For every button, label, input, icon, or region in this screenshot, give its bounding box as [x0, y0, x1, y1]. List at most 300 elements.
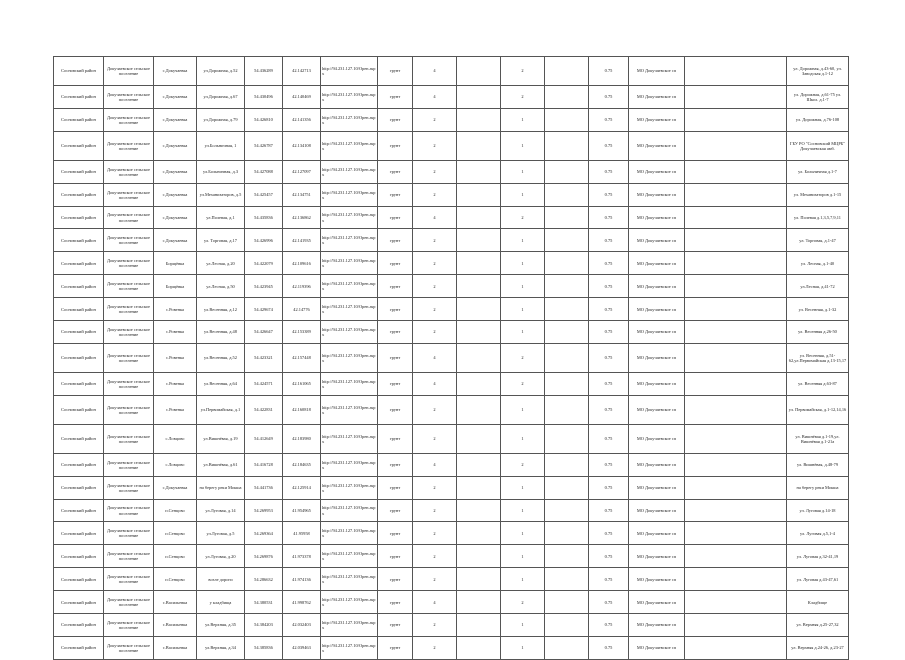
cell-locality: с.Ровенка: [154, 321, 197, 344]
table-row: [54, 499, 849, 522]
cell-surface-type: грунт: [378, 568, 413, 591]
table-row: [54, 545, 849, 568]
cell-owner: МО Докучаевское сп: [629, 522, 685, 545]
cell-address: ул.Верхняя, д.34: [197, 636, 245, 659]
cell-col-12: [545, 545, 589, 568]
cell-surface-type: грунт: [378, 206, 413, 229]
cell-map-link[interactable]: http://94.231.127.10/Open.aspx: [321, 636, 378, 659]
cell-area: 4: [413, 86, 457, 109]
cell-containers: 1: [501, 160, 545, 183]
cell-surface-type: грунт: [378, 229, 413, 252]
cell-surface-type: грунт: [378, 298, 413, 321]
cell-area: 4: [413, 591, 457, 614]
cell-settlement: Докучаевское сельское поселение: [104, 183, 154, 206]
cell-col-10: [457, 131, 501, 160]
cell-district: Сосновский район: [54, 395, 104, 424]
cell-owner: МО Докучаевское сп: [629, 424, 685, 453]
cell-longitude: 42.134108: [283, 131, 321, 160]
cell-col-15: [685, 298, 787, 321]
table-row: [54, 321, 849, 344]
cell-surface-type: грунт: [378, 131, 413, 160]
cell-locality: Борщёвка: [154, 252, 197, 275]
cell-latitude: 54.426787: [245, 131, 283, 160]
cell-col-10: [457, 424, 501, 453]
cell-volume: 0.75: [589, 636, 629, 659]
cell-volume: 0.75: [589, 275, 629, 298]
cell-owner: МО Докучаевское сп: [629, 636, 685, 659]
cell-longitude: 42.14776: [283, 298, 321, 321]
cell-district: Сосновский район: [54, 298, 104, 321]
cell-col-12: [545, 321, 589, 344]
table-row: [54, 252, 849, 275]
cell-latitude: 54.425457: [245, 183, 283, 206]
cell-area: 4: [413, 453, 457, 476]
cell-owner: МО Докучаевское сп: [629, 453, 685, 476]
cell-settlement: Докучаевское сельское поселение: [104, 229, 154, 252]
cell-district: Сосновский район: [54, 183, 104, 206]
cell-locality: с.Ровенка: [154, 298, 197, 321]
cell-address: ул.Лесная, д.50: [197, 275, 245, 298]
cell-col-10: [457, 206, 501, 229]
cell-surface-type: грунт: [378, 476, 413, 499]
cell-area: 4: [413, 372, 457, 395]
cell-latitude: 54.416728: [245, 453, 283, 476]
cell-settlement: Докучаевское сельское поселение: [104, 568, 154, 591]
cell-locality: п.Сенцово: [154, 522, 197, 545]
cell-col-10: [457, 614, 501, 637]
cell-col-12: [545, 522, 589, 545]
cell-col-15: [685, 160, 787, 183]
cell-map-link[interactable]: http://94.231.127.10/Open.aspx: [321, 108, 378, 131]
cell-surface-type: грунт: [378, 252, 413, 275]
cell-volume: 0.75: [589, 568, 629, 591]
cell-containers: 2: [501, 343, 545, 372]
cell-district: Сосновский район: [54, 108, 104, 131]
cell-longitude: 42.125914: [283, 476, 321, 499]
cell-locality: Борщёвка: [154, 275, 197, 298]
cell-surface-type: грунт: [378, 614, 413, 637]
table-row: [54, 522, 849, 545]
cell-settlement: Докучаевское сельское поселение: [104, 160, 154, 183]
cell-containers: 1: [501, 499, 545, 522]
table-row: [54, 298, 849, 321]
cell-surface-type: грунт: [378, 183, 413, 206]
cell-col-15: [685, 372, 787, 395]
cell-volume: 0.75: [589, 86, 629, 109]
cell-latitude: 54.426810: [245, 108, 283, 131]
cell-address: ул.Дорожная, д.67: [197, 86, 245, 109]
cell-col-12: [545, 183, 589, 206]
cell-col-12: [545, 160, 589, 183]
cell-col-12: [545, 568, 589, 591]
cell-col-12: [545, 591, 589, 614]
cell-volume: 0.75: [589, 57, 629, 86]
cell-owner: МО Докучаевское сп: [629, 568, 685, 591]
cell-latitude: 54.427088: [245, 160, 283, 183]
cell-served-objects: ул. Луговая д.32-41,19: [787, 545, 849, 568]
cell-volume: 0.75: [589, 424, 629, 453]
table-row: [54, 275, 849, 298]
cell-area: 2: [413, 298, 457, 321]
cell-locality: с.Ровенка: [154, 372, 197, 395]
cell-longitude: 42.032403: [283, 614, 321, 637]
cell-settlement: Докучаевское сельское поселение: [104, 372, 154, 395]
cell-col-12: [545, 206, 589, 229]
cell-surface-type: грунт: [378, 160, 413, 183]
cell-containers: 1: [501, 131, 545, 160]
cell-col-10: [457, 372, 501, 395]
cell-containers: 1: [501, 252, 545, 275]
cell-locality: с.Докучаевка: [154, 229, 197, 252]
cell-col-10: [457, 395, 501, 424]
cell-map-link[interactable]: http://94.231.127.10/Open.aspx: [321, 275, 378, 298]
cell-longitude: 42.134751: [283, 183, 321, 206]
table-row: [54, 395, 849, 424]
cell-col-15: [685, 108, 787, 131]
cell-district: Сосновский район: [54, 568, 104, 591]
cell-col-15: [685, 476, 787, 499]
cell-district: Сосновский район: [54, 131, 104, 160]
cell-district: Сосновский район: [54, 229, 104, 252]
cell-volume: 0.75: [589, 183, 629, 206]
cell-district: Сосновский район: [54, 522, 104, 545]
cell-volume: 0.75: [589, 160, 629, 183]
cell-locality: с.Васильевка: [154, 636, 197, 659]
cell-surface-type: грунт: [378, 522, 413, 545]
cell-latitude: 54.423945: [245, 275, 283, 298]
cell-address: ул.Больничная, 1: [197, 131, 245, 160]
cell-col-12: [545, 275, 589, 298]
cell-served-objects: ул. Весенняя, д.51-62,ул.Первомайская д.13-15,17: [787, 343, 849, 372]
cell-longitude: 41.973378: [283, 545, 321, 568]
registry-table: [53, 56, 849, 660]
cell-served-objects: ул. Лесная, д.1-40: [787, 252, 849, 275]
cell-longitude: 42.127097: [283, 160, 321, 183]
cell-col-12: [545, 372, 589, 395]
cell-area: 2: [413, 476, 457, 499]
cell-owner: МО Докучаевское сп: [629, 591, 685, 614]
cell-longitude: 41.974136: [283, 568, 321, 591]
cell-col-10: [457, 86, 501, 109]
cell-map-link[interactable]: http://94.231.127.10/Open.aspx: [321, 131, 378, 160]
cell-settlement: Докучаевское сельское поселение: [104, 522, 154, 545]
cell-served-objects: ул. Торговая, д.1-47: [787, 229, 849, 252]
cell-owner: МО Докучаевское сп: [629, 131, 685, 160]
cell-district: Сосновский район: [54, 545, 104, 568]
cell-volume: 0.75: [589, 131, 629, 160]
cell-latitude: 54.424571: [245, 372, 283, 395]
cell-served-objects: ул. Весенняя д.26-50: [787, 321, 849, 344]
cell-col-12: [545, 298, 589, 321]
cell-settlement: Докучаевское сельское поселение: [104, 206, 154, 229]
table-row: [54, 131, 849, 160]
cell-longitude: 42.183980: [283, 424, 321, 453]
cell-map-link[interactable]: http://94.231.127.10/Open.aspx: [321, 160, 378, 183]
cell-longitude: 42.140469: [283, 86, 321, 109]
table-row: [54, 108, 849, 131]
cell-latitude: 54.422831: [245, 395, 283, 424]
cell-volume: 0.75: [589, 395, 629, 424]
cell-containers: 1: [501, 321, 545, 344]
cell-owner: МО Докучаевское сп: [629, 395, 685, 424]
cell-col-15: [685, 252, 787, 275]
cell-district: Сосновский район: [54, 160, 104, 183]
cell-latitude: 54.385836: [245, 636, 283, 659]
cell-served-objects: на берегу реки Мокша: [787, 476, 849, 499]
table-row: [54, 591, 849, 614]
cell-owner: МО Докучаевское сп: [629, 343, 685, 372]
cell-settlement: Докучаевское сельское поселение: [104, 131, 154, 160]
cell-served-objects: ул. Верхняя д.24-26, д.23-27: [787, 636, 849, 659]
cell-address: ул.Весенняя, д.12: [197, 298, 245, 321]
cell-col-15: [685, 522, 787, 545]
cell-volume: 0.75: [589, 343, 629, 372]
cell-owner: МО Докучаевское сп: [629, 499, 685, 522]
cell-containers: 1: [501, 229, 545, 252]
cell-latitude: 54.429674: [245, 298, 283, 321]
cell-served-objects: ул. Вишнёвая д.1-19,ул. Вишнёвая д.1-21а: [787, 424, 849, 453]
cell-district: Сосновский район: [54, 424, 104, 453]
cell-col-15: [685, 275, 787, 298]
cell-volume: 0.75: [589, 522, 629, 545]
cell-map-link[interactable]: http://94.231.127.10/Open.aspx: [321, 183, 378, 206]
cell-settlement: Докучаевское сельское поселение: [104, 614, 154, 637]
cell-served-objects: ул. Луговая д.5,1-4: [787, 522, 849, 545]
cell-latitude: 54.426647: [245, 321, 283, 344]
cell-map-link[interactable]: http://94.231.127.10/Open.aspx: [321, 321, 378, 344]
cell-area: 2: [413, 160, 457, 183]
cell-col-12: [545, 614, 589, 637]
cell-surface-type: грунт: [378, 57, 413, 86]
cell-map-link[interactable]: http://94.231.127.10/Open.aspx: [321, 568, 378, 591]
cell-map-link[interactable]: http://94.231.127.10/Open.aspx: [321, 591, 378, 614]
cell-col-15: [685, 206, 787, 229]
table-row: [54, 372, 849, 395]
cell-address: ул.Механизаторов, д.5: [197, 183, 245, 206]
table-row: [54, 206, 849, 229]
cell-col-10: [457, 252, 501, 275]
cell-served-objects: ул. Механизаторов д.1-15: [787, 183, 849, 206]
cell-latitude: 54.384203: [245, 614, 283, 637]
cell-district: Сосновский район: [54, 372, 104, 395]
cell-latitude: 54.380531: [245, 591, 283, 614]
cell-district: Сосновский район: [54, 476, 104, 499]
table-row: [54, 424, 849, 453]
cell-map-link[interactable]: http://94.231.127.10/Open.aspx: [321, 545, 378, 568]
cell-locality: с.Докучаевка: [154, 476, 197, 499]
cell-col-15: [685, 545, 787, 568]
cell-address: ул.Луговая, д.5: [197, 522, 245, 545]
cell-district: Сосновский район: [54, 252, 104, 275]
cell-area: 4: [413, 57, 457, 86]
cell-col-10: [457, 343, 501, 372]
cell-map-link[interactable]: http://94.231.127.10/Open.aspx: [321, 453, 378, 476]
cell-area: 2: [413, 424, 457, 453]
cell-volume: 0.75: [589, 614, 629, 637]
cell-served-objects: ул. Весенняя д.63-87: [787, 372, 849, 395]
cell-locality: с.Докучаевка: [154, 183, 197, 206]
cell-map-link[interactable]: http://94.231.127.10/Open.aspx: [321, 298, 378, 321]
cell-locality: с.Докучаевка: [154, 206, 197, 229]
cell-district: Сосновский район: [54, 57, 104, 86]
cell-locality: с.Докучаевка: [154, 57, 197, 86]
cell-locality: п.Сенцово: [154, 499, 197, 522]
cell-containers: 1: [501, 522, 545, 545]
table-row: [54, 229, 849, 252]
cell-map-link[interactable]: http://94.231.127.10/Open.aspx: [321, 229, 378, 252]
cell-latitude: 54.286632: [245, 568, 283, 591]
cell-col-10: [457, 545, 501, 568]
cell-volume: 0.75: [589, 298, 629, 321]
cell-locality: с.Ровенка: [154, 395, 197, 424]
cell-locality: с.Ловцово: [154, 424, 197, 453]
cell-containers: 1: [501, 636, 545, 659]
cell-latitude: 54.412649: [245, 424, 283, 453]
cell-map-link[interactable]: http://94.231.127.10/Open.aspx: [321, 252, 378, 275]
cell-settlement: Докучаевское сельское поселение: [104, 499, 154, 522]
cell-col-15: [685, 453, 787, 476]
cell-containers: 2: [501, 453, 545, 476]
cell-map-link[interactable]: http://94.231.127.10/Open.aspx: [321, 614, 378, 637]
cell-area: 2: [413, 522, 457, 545]
cell-latitude: 54.435836: [245, 206, 283, 229]
cell-settlement: Докучаевское сельское поселение: [104, 108, 154, 131]
table-row: [54, 160, 849, 183]
cell-map-link[interactable]: http://94.231.127.10/Open.aspx: [321, 372, 378, 395]
cell-longitude: 42.184635: [283, 453, 321, 476]
cell-col-10: [457, 229, 501, 252]
cell-latitude: 54.269364: [245, 522, 283, 545]
cell-owner: МО Докучаевское сп: [629, 298, 685, 321]
cell-served-objects: ГБУ РО "Сосновский МЦРБ" Докучаевская амб.: [787, 131, 849, 160]
cell-address: ул.Дорожная, д.79: [197, 108, 245, 131]
cell-col-10: [457, 499, 501, 522]
cell-owner: МО Докучаевское сп: [629, 183, 685, 206]
cell-locality: с.Докучаевка: [154, 160, 197, 183]
cell-area: 2: [413, 229, 457, 252]
cell-col-15: [685, 183, 787, 206]
cell-volume: 0.75: [589, 591, 629, 614]
cell-surface-type: грунт: [378, 395, 413, 424]
cell-district: Сосновский район: [54, 614, 104, 637]
cell-owner: МО Докучаевское сп: [629, 108, 685, 131]
cell-district: Сосновский район: [54, 321, 104, 344]
cell-map-link[interactable]: http://94.231.127.10/Open.aspx: [321, 206, 378, 229]
cell-map-link[interactable]: http://94.231.127.10/Open.aspx: [321, 499, 378, 522]
cell-surface-type: грунт: [378, 372, 413, 395]
cell-longitude: 42.119396: [283, 275, 321, 298]
cell-longitude: 42.157448: [283, 343, 321, 372]
cell-surface-type: грунт: [378, 591, 413, 614]
cell-col-15: [685, 131, 787, 160]
cell-area: 2: [413, 636, 457, 659]
cell-area: 2: [413, 614, 457, 637]
cell-district: Сосновский район: [54, 499, 104, 522]
cell-served-objects: ул. Луговая д.43-47,61: [787, 568, 849, 591]
cell-owner: МО Докучаевское сп: [629, 545, 685, 568]
cell-owner: МО Докучаевское сп: [629, 57, 685, 86]
table-row: [54, 568, 849, 591]
cell-area: 2: [413, 545, 457, 568]
cell-district: Сосновский район: [54, 591, 104, 614]
cell-address: ул.Первомайская, д.1: [197, 395, 245, 424]
cell-map-link[interactable]: http://94.231.127.10/Open.aspx: [321, 522, 378, 545]
cell-col-10: [457, 275, 501, 298]
cell-address: ул.Лесная, д.20: [197, 252, 245, 275]
cell-settlement: Докучаевское сельское поселение: [104, 476, 154, 499]
cell-area: 2: [413, 568, 457, 591]
cell-owner: МО Докучаевское сп: [629, 321, 685, 344]
cell-served-objects: Кладбище: [787, 591, 849, 614]
cell-volume: 0.75: [589, 499, 629, 522]
cell-locality: с.Васильевка: [154, 591, 197, 614]
cell-col-12: [545, 108, 589, 131]
cell-address: ул.Весенняя, д.64: [197, 372, 245, 395]
cell-col-12: [545, 476, 589, 499]
cell-containers: 2: [501, 57, 545, 86]
cell-locality: с.Ровенка: [154, 343, 197, 372]
cell-address: ул.Больничная, д.3: [197, 160, 245, 183]
cell-district: Сосновский район: [54, 343, 104, 372]
cell-volume: 0.75: [589, 545, 629, 568]
cell-district: Сосновский район: [54, 86, 104, 109]
cell-area: 2: [413, 108, 457, 131]
cell-address: ул.Весенняя, д.52: [197, 343, 245, 372]
cell-served-objects: ул. Дорожная, д.61-75 ул. Школ. д.1-7: [787, 86, 849, 109]
cell-address: ул.Вишнёвая, д.61: [197, 453, 245, 476]
cell-col-12: [545, 131, 589, 160]
cell-map-link[interactable]: http://94.231.127.10/Open.aspx: [321, 476, 378, 499]
table-row: [54, 343, 849, 372]
cell-col-15: [685, 424, 787, 453]
cell-served-objects: ул.Лесная, д.41-72: [787, 275, 849, 298]
cell-address: на берегу реки Мокша: [197, 476, 245, 499]
cell-map-link[interactable]: http://94.231.127.10/Open.aspx: [321, 86, 378, 109]
cell-longitude: 42.039463: [283, 636, 321, 659]
cell-owner: МО Докучаевское сп: [629, 252, 685, 275]
cell-col-10: [457, 522, 501, 545]
cell-locality: с.Докучаевка: [154, 86, 197, 109]
cell-served-objects: ул. Весенняя, д.1-32: [787, 298, 849, 321]
cell-col-12: [545, 453, 589, 476]
cell-map-link[interactable]: http://94.231.127.10/Open.aspx: [321, 395, 378, 424]
cell-col-12: [545, 499, 589, 522]
cell-address: ул.Вишнёвая, д.19: [197, 424, 245, 453]
table-row: [54, 183, 849, 206]
cell-col-15: [685, 614, 787, 637]
cell-containers: 1: [501, 568, 545, 591]
cell-locality: с.Ловцово: [154, 453, 197, 476]
cell-address: возле дороги: [197, 568, 245, 591]
cell-longitude: 42.153389: [283, 321, 321, 344]
table-row: [54, 86, 849, 109]
cell-map-link[interactable]: http://94.231.127.10/Open.aspx: [321, 424, 378, 453]
cell-col-12: [545, 57, 589, 86]
cell-containers: 1: [501, 183, 545, 206]
cell-settlement: Докучаевское сельское поселение: [104, 343, 154, 372]
cell-col-10: [457, 183, 501, 206]
cell-latitude: 54.269953: [245, 499, 283, 522]
cell-map-link[interactable]: http://94.231.127.10/Open.aspx: [321, 343, 378, 372]
cell-col-12: [545, 343, 589, 372]
cell-settlement: Докучаевское сельское поселение: [104, 321, 154, 344]
cell-map-link[interactable]: http://94.231.127.10/Open.aspx: [321, 57, 378, 86]
cell-settlement: Докучаевское сельское поселение: [104, 298, 154, 321]
cell-surface-type: грунт: [378, 275, 413, 298]
cell-longitude: 42.160818: [283, 395, 321, 424]
cell-settlement: Докучаевское сельское поселение: [104, 453, 154, 476]
table-row: [54, 476, 849, 499]
